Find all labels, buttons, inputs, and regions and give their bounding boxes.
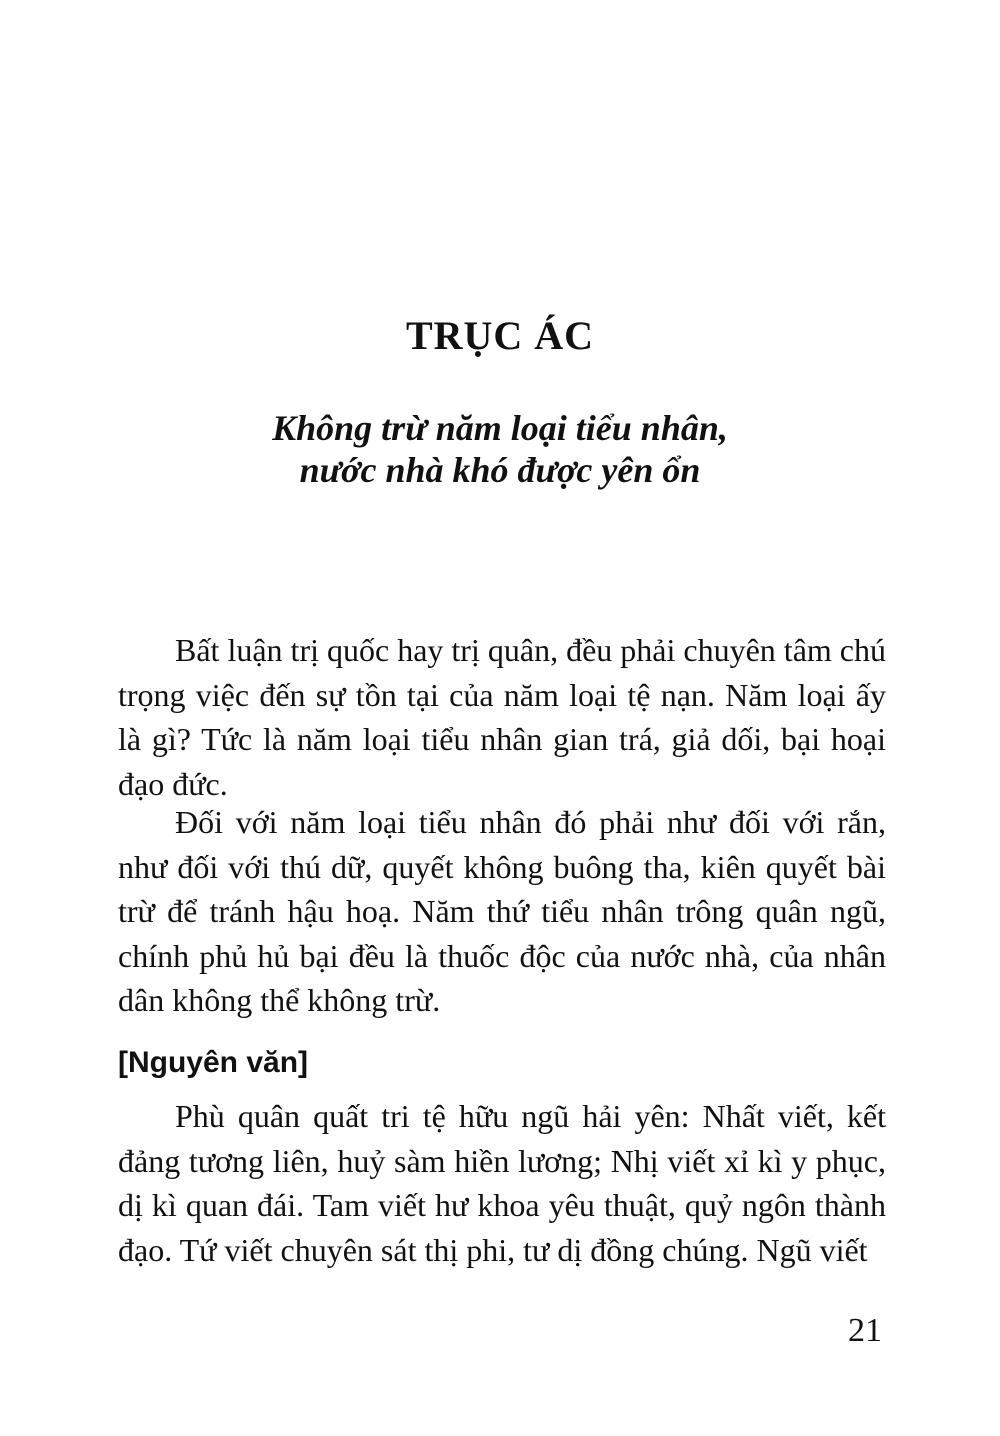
original-text-block	[118, 1094, 886, 1272]
body-paragraph-block-2	[118, 800, 886, 1023]
page-number: 21	[848, 1312, 882, 1349]
section-heading-original-text: [Nguyên văn]	[118, 1046, 309, 1079]
chapter-title: TRỤC ÁC	[405, 313, 595, 358]
body-paragraph-block-1	[118, 628, 886, 806]
chapter-subtitle-line-1: Không trừ năm loại tiểu nhân,	[272, 408, 728, 448]
paragraph: Bất luận trị quốc hay trị quân, đều phải chuyên tâm chú trọng việc đến sự tồn tại của năm loại tệ nạn. Năm loại ấy là gì? Tức là năm loại tiểu nhân gian trá, giả dối, bại hoại đạo đức.	[118, 632, 886, 802]
paragraph: Đối với năm loại tiểu nhân đó phải như đối với rắn, như đối với thú dữ, quyết không buông tha, kiên quyết bài trừ để tránh hậu hoạ. Năm thứ tiểu nhân trông quân ngũ, chính phủ hủ bại đều là thuốc độc của nước nhà, của nhân dân không thể không trừ.	[118, 804, 886, 1018]
original-text-paragraph: Phù quân quất tri tệ hữu ngũ hải yên: Nhất viết, kết đảng tương liên, huỷ sàm hiền lương; Nhị viết xỉ kì y phục, dị kì quan đái. Tam viết hư khoa yêu thuật, quỷ ngôn thành đạo. Tứ viết chuyên sát thị phi, tư dị đồng chúng. Ngũ viết	[118, 1098, 886, 1268]
chapter-subtitle-line-2: nước nhà khó được yên ổn	[299, 450, 701, 490]
